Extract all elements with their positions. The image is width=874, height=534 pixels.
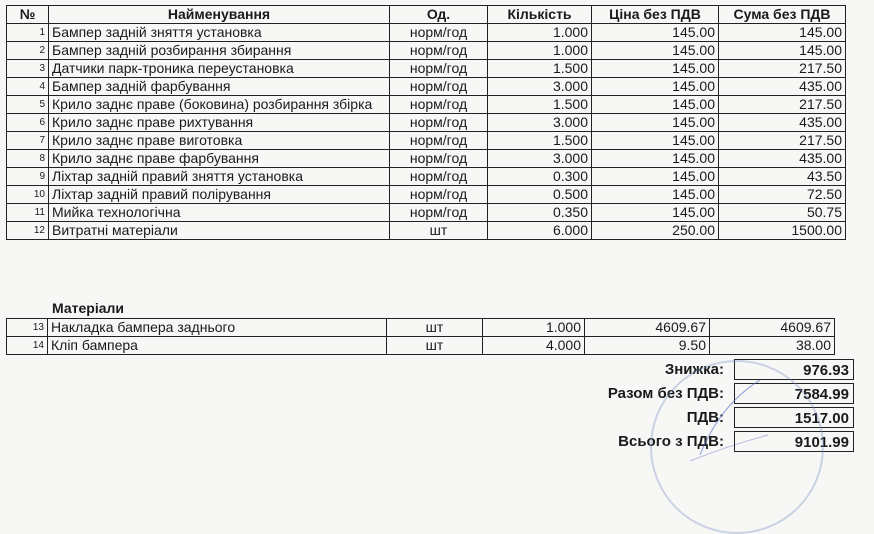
service-cell-sum: 43.50	[719, 168, 846, 186]
service-cell-qty: 3.000	[488, 114, 592, 132]
service-cell-name: Ліхтар задній правий полірування	[49, 186, 390, 204]
service-cell-name: Ліхтар задній правий зняття установка	[49, 168, 390, 186]
material-cell-price: 9.50	[585, 337, 710, 355]
service-cell-price: 145.00	[592, 96, 719, 114]
material-cell-unit: шт	[387, 319, 483, 337]
service-cell-unit: норм/год	[390, 42, 488, 60]
service-cell-sum: 72.50	[719, 186, 846, 204]
material-cell-name: Накладка бампера заднього	[48, 319, 387, 337]
service-cell-sum: 1500.00	[719, 222, 846, 240]
service-cell-sum: 217.50	[719, 60, 846, 78]
discount-value: 976.93	[734, 359, 854, 380]
service-cell-no: 1	[7, 24, 49, 42]
service-cell-name: Крило заднє праве (боковина) розбирання збірка	[49, 96, 390, 114]
service-cell-unit: шт	[390, 222, 488, 240]
header-no: №	[7, 6, 49, 24]
service-cell-no: 2	[7, 42, 49, 60]
service-cell-unit: норм/год	[390, 60, 488, 78]
material-cell-sum: 4609.67	[710, 319, 835, 337]
service-cell-sum: 435.00	[719, 114, 846, 132]
service-cell-no: 6	[7, 114, 49, 132]
service-cell-sum: 145.00	[719, 24, 846, 42]
service-cell-unit: норм/год	[390, 168, 488, 186]
header-price: Ціна без ПДВ	[592, 6, 719, 24]
material-cell-name: Кліп бампера	[48, 337, 387, 355]
service-cell-qty: 1.000	[488, 42, 592, 60]
service-cell-unit: норм/год	[390, 24, 488, 42]
service-cell-qty: 1.500	[488, 96, 592, 114]
service-cell-qty: 1.500	[488, 60, 592, 78]
service-cell-unit: норм/год	[390, 186, 488, 204]
header-qty: Кількість	[488, 6, 592, 24]
service-cell-qty: 0.500	[488, 186, 592, 204]
material-cell-sum: 38.00	[710, 337, 835, 355]
service-cell-price: 145.00	[592, 114, 719, 132]
service-cell-sum: 435.00	[719, 78, 846, 96]
service-cell-qty: 6.000	[488, 222, 592, 240]
total-value: 9101.99	[734, 431, 854, 452]
service-cell-sum: 50.75	[719, 204, 846, 222]
service-cell-qty: 3.000	[488, 78, 592, 96]
service-cell-qty: 0.300	[488, 168, 592, 186]
service-cell-sum: 145.00	[719, 42, 846, 60]
service-cell-name: Витратні матеріали	[49, 222, 390, 240]
stamp-seal	[650, 360, 824, 534]
total-label: Всього з ПДВ:	[618, 433, 724, 450]
service-cell-qty: 3.000	[488, 150, 592, 168]
service-cell-sum: 217.50	[719, 132, 846, 150]
service-cell-unit: норм/год	[390, 204, 488, 222]
service-cell-sum: 435.00	[719, 150, 846, 168]
vat-value: 1517.00	[734, 407, 854, 428]
material-cell-no: 13	[7, 319, 48, 337]
service-cell-price: 145.00	[592, 60, 719, 78]
service-cell-qty: 0.350	[488, 204, 592, 222]
vat-label: ПДВ:	[686, 409, 724, 426]
service-cell-price: 145.00	[592, 150, 719, 168]
service-cell-no: 12	[7, 222, 49, 240]
service-cell-name: Бампер задній розбирання збирання	[49, 42, 390, 60]
service-cell-no: 7	[7, 132, 49, 150]
service-cell-price: 145.00	[592, 132, 719, 150]
service-cell-unit: норм/год	[390, 132, 488, 150]
header-unit: Од.	[390, 6, 488, 24]
service-cell-no: 8	[7, 150, 49, 168]
service-cell-unit: норм/год	[390, 150, 488, 168]
materials-heading: Матеріали	[52, 300, 124, 316]
service-cell-name: Крило заднє праве фарбування	[49, 150, 390, 168]
service-cell-unit: норм/год	[390, 96, 488, 114]
subtotal-label: Разом без ПДВ:	[607, 385, 724, 402]
service-cell-unit: норм/год	[390, 114, 488, 132]
service-cell-no: 4	[7, 78, 49, 96]
header-name: Найменування	[49, 6, 390, 24]
material-cell-qty: 4.000	[483, 337, 585, 355]
service-cell-no: 10	[7, 186, 49, 204]
material-cell-no: 14	[7, 337, 48, 355]
service-cell-name: Мийка технологічна	[49, 204, 390, 222]
service-cell-no: 11	[7, 204, 49, 222]
material-cell-qty: 1.000	[483, 319, 585, 337]
service-cell-no: 5	[7, 96, 49, 114]
service-cell-no: 9	[7, 168, 49, 186]
header-sum: Сума без ПДВ	[719, 6, 846, 24]
subtotal-value: 7584.99	[734, 383, 854, 404]
service-cell-qty: 1.000	[488, 24, 592, 42]
service-cell-name: Крило заднє праве рихтування	[49, 114, 390, 132]
service-cell-price: 145.00	[592, 42, 719, 60]
service-cell-no: 3	[7, 60, 49, 78]
service-cell-sum: 217.50	[719, 96, 846, 114]
service-cell-price: 145.00	[592, 204, 719, 222]
service-cell-price: 145.00	[592, 168, 719, 186]
service-cell-unit: норм/год	[390, 78, 488, 96]
service-cell-price: 145.00	[592, 78, 719, 96]
service-cell-name: Бампер задній зняття установка	[49, 24, 390, 42]
service-cell-price: 145.00	[592, 24, 719, 42]
material-cell-unit: шт	[387, 337, 483, 355]
service-cell-name: Датчики парк-троника переустановка	[49, 60, 390, 78]
discount-label: Знижка:	[664, 361, 724, 378]
service-cell-name: Крило заднє праве виготовка	[49, 132, 390, 150]
service-cell-price: 250.00	[592, 222, 719, 240]
service-cell-price: 145.00	[592, 186, 719, 204]
service-cell-qty: 1.500	[488, 132, 592, 150]
service-cell-name: Бампер задній фарбування	[49, 78, 390, 96]
material-cell-price: 4609.67	[585, 319, 710, 337]
